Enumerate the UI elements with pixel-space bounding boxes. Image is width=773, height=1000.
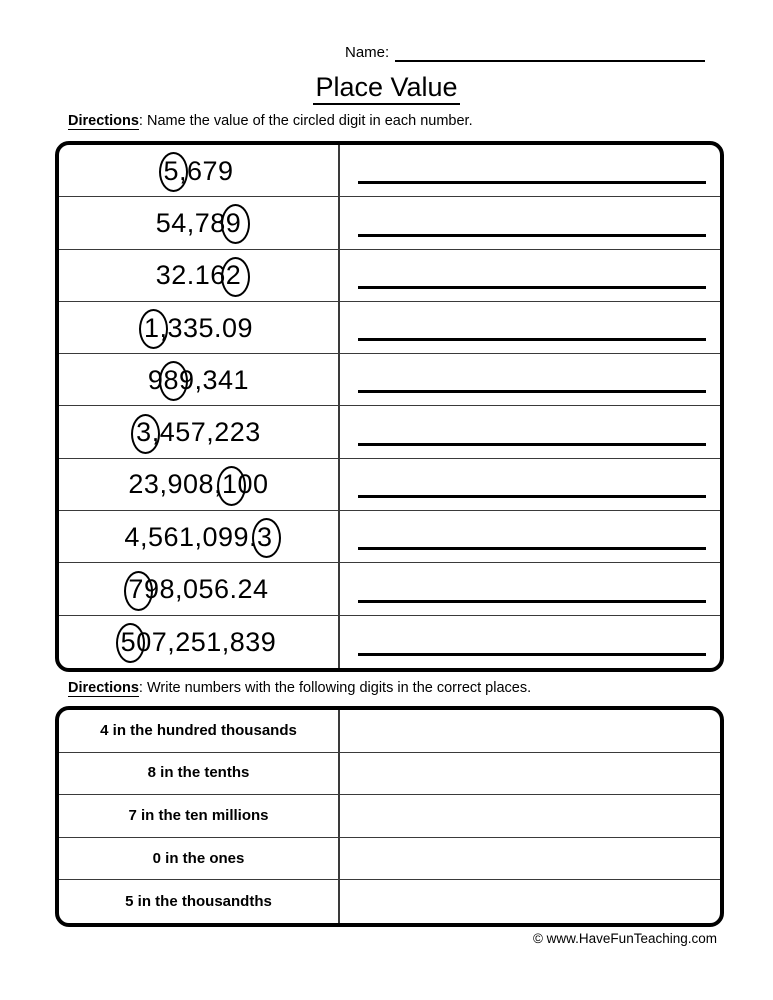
table-row — [59, 511, 720, 563]
answer-write-in-line[interactable] — [358, 234, 706, 237]
answer-write-in-line[interactable] — [358, 181, 706, 184]
problem-number-cell — [59, 406, 340, 457]
answer-cell[interactable] — [340, 145, 720, 196]
place-prompt-text: 4 in the hundred thousands — [100, 721, 297, 739]
problem-number-cell — [59, 459, 340, 510]
table-row — [59, 145, 720, 197]
table-row — [59, 753, 720, 796]
problem-number — [156, 208, 242, 238]
problem-number-cell — [59, 511, 340, 562]
circled-digit: 5 — [120, 626, 137, 657]
table-row — [59, 795, 720, 838]
number-prefix: 54,78 — [155, 207, 226, 238]
table-row — [59, 710, 720, 753]
table-row — [59, 250, 720, 302]
number-suffix: ,679 — [178, 155, 234, 186]
place-prompt-cell — [59, 880, 340, 923]
problem-number — [121, 627, 277, 657]
answer-write-in-line[interactable] — [358, 653, 706, 656]
problem-number-cell — [59, 197, 340, 248]
place-prompt-cell — [59, 795, 340, 837]
answer-write-in-line[interactable] — [358, 495, 706, 498]
problem-number — [156, 260, 242, 290]
problem-number — [124, 522, 272, 552]
problem-number-cell — [59, 302, 340, 353]
problem-number-cell — [59, 145, 340, 196]
answer-write-in-line[interactable] — [358, 547, 706, 550]
circled-digit: 9 — [225, 207, 242, 238]
place-prompt-text: 8 in the tenths — [147, 764, 250, 782]
number-prefix: 9 — [147, 364, 164, 395]
directions-text-2: : Write numbers with the following digits in the correct places. — [138, 680, 532, 696]
answer-cell[interactable] — [340, 302, 720, 353]
directions-label-1: Directions — [68, 113, 139, 129]
number-prefix: 23,908, — [128, 469, 222, 500]
answer-write-in-line[interactable] — [358, 286, 706, 289]
answer-cell[interactable] — [340, 354, 720, 405]
place-answer-cell[interactable] — [340, 795, 720, 837]
place-prompt-text: 7 in the ten millions — [128, 806, 269, 824]
problem-number-cell — [59, 354, 340, 405]
problem-number — [163, 156, 233, 186]
answer-write-in-line[interactable] — [358, 338, 706, 341]
circled-digit: 1 — [222, 469, 238, 500]
answer-cell[interactable] — [340, 406, 720, 457]
problem-number — [128, 574, 268, 604]
table-row — [59, 838, 720, 881]
number-suffix: 98,056.24 — [143, 574, 269, 605]
place-answer-cell[interactable] — [340, 753, 720, 795]
problem-number — [136, 417, 261, 447]
place-prompt-text: 0 in the ones — [152, 849, 245, 867]
number-suffix: 00 — [237, 469, 269, 500]
directions-part-2 — [68, 679, 531, 697]
number-suffix: 07,251,839 — [136, 626, 277, 657]
problem-number-cell — [59, 563, 340, 614]
place-answer-cell[interactable] — [340, 880, 720, 923]
table-row — [59, 354, 720, 406]
circled-digit: 8 — [163, 364, 179, 395]
directions-text-1: : Name the value of the circled digit in each number. — [138, 113, 473, 129]
answer-write-in-line[interactable] — [358, 600, 706, 603]
name-write-in-line[interactable] — [395, 45, 705, 62]
answer-cell[interactable] — [340, 511, 720, 562]
table-row — [59, 880, 720, 923]
problem-number — [144, 313, 253, 343]
table-row — [59, 459, 720, 511]
circled-digit: 7 — [128, 574, 144, 605]
page-title-text: Place Value — [313, 72, 459, 105]
problem-number — [148, 365, 249, 395]
table-row — [59, 197, 720, 249]
answer-cell[interactable] — [340, 459, 720, 510]
place-value-prompt-table — [55, 706, 724, 927]
name-field-row — [345, 44, 705, 62]
table-row — [59, 406, 720, 458]
footer-credit: © www.HaveFunTeaching.com — [532, 931, 717, 946]
place-prompt-cell — [59, 838, 340, 880]
directions-label-2: Directions — [68, 680, 139, 696]
place-answer-cell[interactable] — [340, 710, 720, 752]
problem-number — [128, 469, 268, 499]
place-answer-cell[interactable] — [340, 838, 720, 880]
number-prefix: 32.16 — [155, 260, 226, 291]
page-title — [0, 70, 773, 104]
table-row — [59, 616, 720, 668]
name-label: Name: — [345, 44, 390, 61]
problem-number-cell — [59, 616, 340, 668]
circled-digit-table — [55, 141, 724, 672]
answer-cell[interactable] — [340, 250, 720, 301]
number-suffix: ,335.09 — [159, 312, 254, 343]
answer-write-in-line[interactable] — [358, 390, 706, 393]
circled-digit: 3 — [136, 417, 152, 448]
circled-digit: 3 — [257, 521, 273, 552]
number-suffix: 9,341 — [178, 364, 250, 395]
answer-cell[interactable] — [340, 197, 720, 248]
circled-digit: 5 — [163, 155, 179, 186]
number-prefix: 4,561,099. — [124, 521, 258, 552]
number-suffix: ,457,223 — [151, 417, 261, 448]
table-row — [59, 563, 720, 615]
place-prompt-cell — [59, 753, 340, 795]
answer-cell[interactable] — [340, 616, 720, 668]
circled-digit: 2 — [225, 260, 242, 291]
directions-part-1 — [68, 112, 473, 130]
place-prompt-cell — [59, 710, 340, 752]
table-row — [59, 302, 720, 354]
problem-number-cell — [59, 250, 340, 301]
answer-cell[interactable] — [340, 563, 720, 614]
circled-digit: 1 — [143, 312, 160, 343]
place-prompt-text: 5 in the thousandths — [125, 892, 272, 910]
answer-write-in-line[interactable] — [358, 443, 706, 446]
